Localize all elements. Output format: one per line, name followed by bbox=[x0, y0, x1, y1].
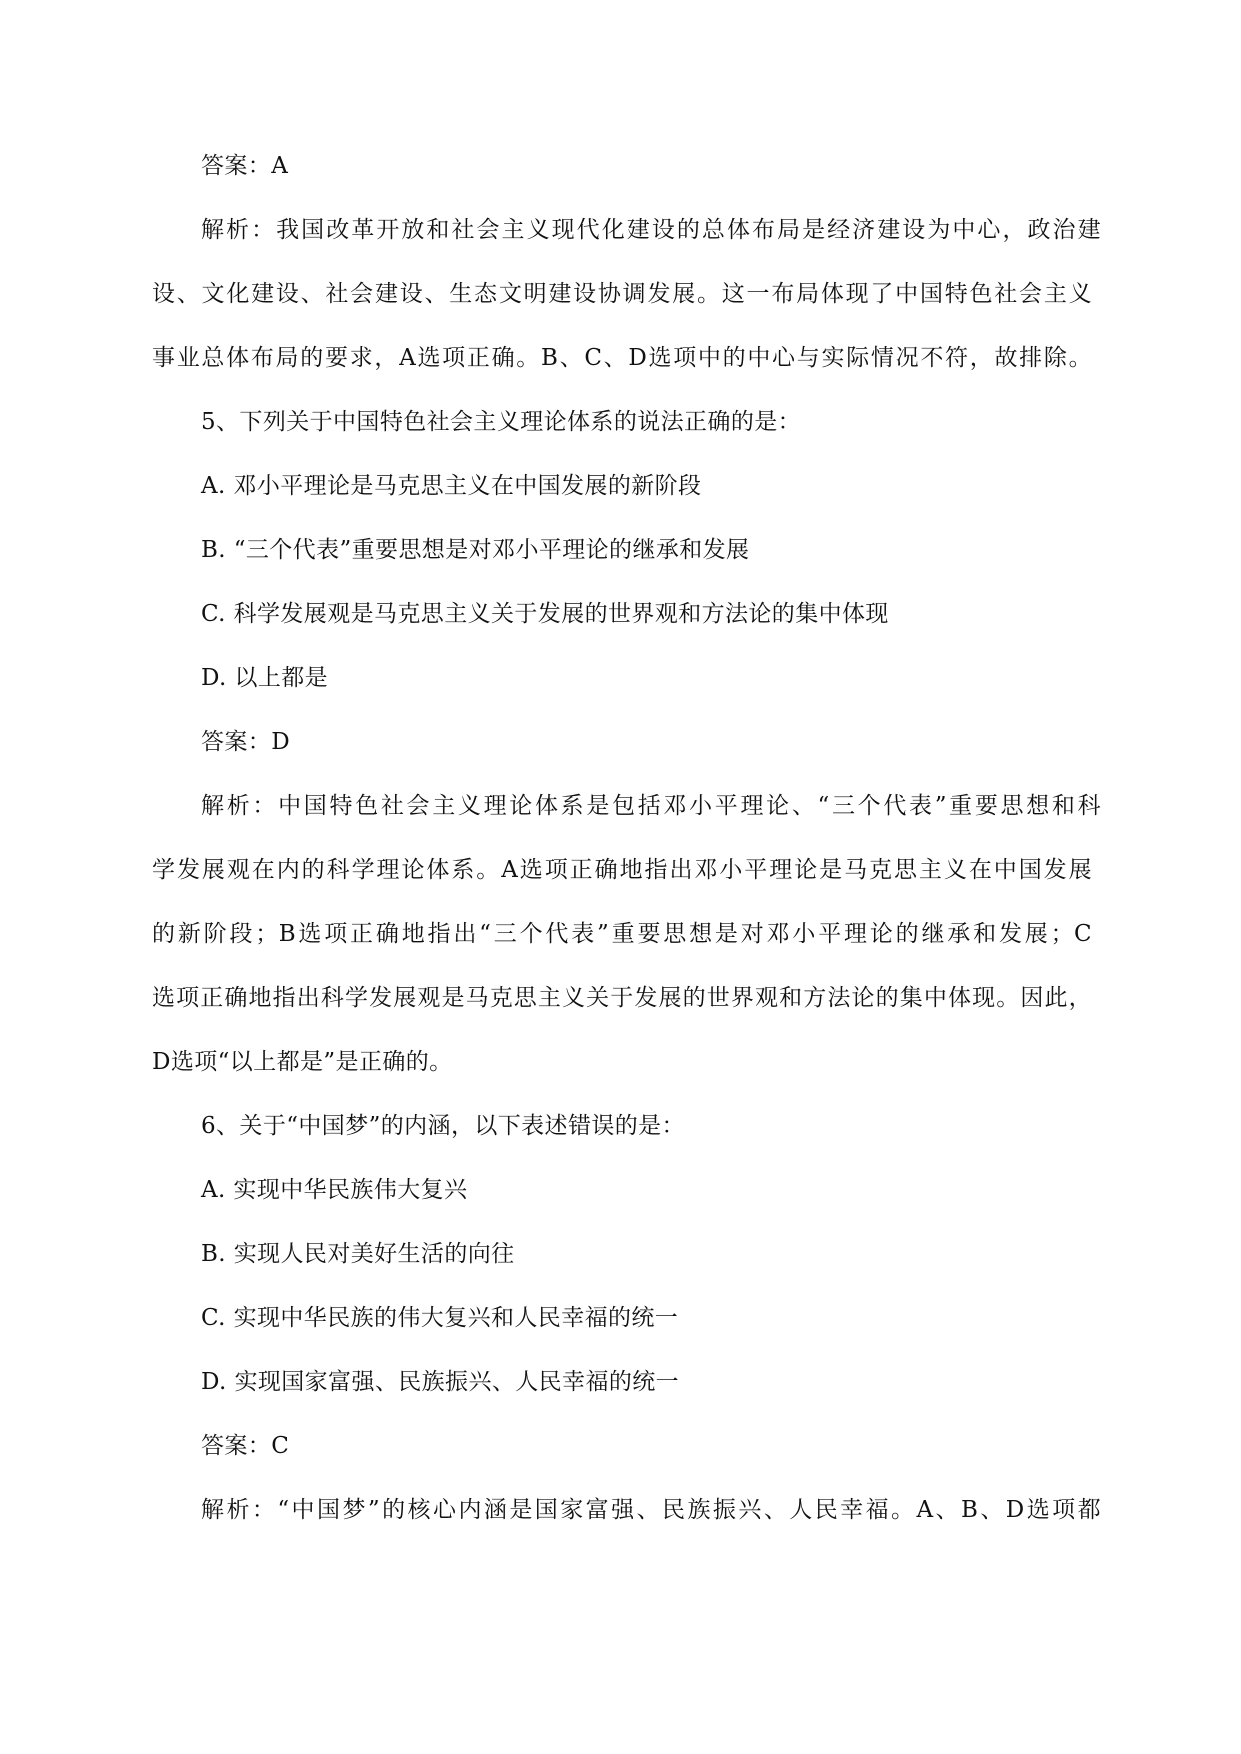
question-6: 6、关于“中国梦”的内涵，以下表述错误的是： bbox=[201, 1113, 685, 1139]
analysis-q5-line-4: 选项正确地指出科学发展观是马克思主义关于发展的世界观和方法论的集中体现。因此， bbox=[152, 985, 1092, 1011]
q6-option-b: B. 实现人民对美好生活的向往 bbox=[201, 1241, 515, 1267]
answer-q6: 答案：C bbox=[201, 1433, 290, 1459]
q5-option-c: C. 科学发展观是马克思主义关于发展的世界观和方法论的集中体现 bbox=[201, 601, 889, 627]
answer-q5: 答案：D bbox=[201, 729, 291, 755]
analysis-q5-line-1: 解析：中国特色社会主义理论体系是包括邓小平理论、“三个代表”重要思想和科 bbox=[201, 793, 1101, 819]
answer-q4: 答案：A bbox=[201, 153, 289, 179]
question-5: 5、下列关于中国特色社会主义理论体系的说法正确的是： bbox=[201, 409, 802, 435]
analysis-q4-line-3: 事业总体布局的要求，A选项正确。B、C、D选项中的中心与实际情况不符，故排除。 bbox=[152, 345, 1092, 371]
q5-option-a: A. 邓小平理论是马克思主义在中国发展的新阶段 bbox=[201, 473, 702, 499]
analysis-q5-line-5: D选项“以上都是”是正确的。 bbox=[152, 1049, 453, 1075]
analysis-q5-line-2: 学发展观在内的科学理论体系。A选项正确地指出邓小平理论是马克思主义在中国发展 bbox=[152, 857, 1092, 883]
analysis-q6-line-1: 解析：“中国梦”的核心内涵是国家富强、民族振兴、人民幸福。A、B、D选项都 bbox=[201, 1497, 1101, 1523]
q5-option-d: D. 以上都是 bbox=[201, 665, 329, 691]
analysis-q5-line-3: 的新阶段；B选项正确地指出“三个代表”重要思想是对邓小平理论的继承和发展；C bbox=[152, 921, 1092, 947]
q5-option-b: B. “三个代表”重要思想是对邓小平理论的继承和发展 bbox=[201, 537, 750, 563]
q6-option-a: A. 实现中华民族伟大复兴 bbox=[201, 1177, 468, 1203]
q6-option-d: D. 实现国家富强、民族振兴、人民幸福的统一 bbox=[201, 1369, 680, 1395]
analysis-q4-line-2: 设、文化建设、社会建设、生态文明建设协调发展。这一布局体现了中国特色社会主义 bbox=[152, 281, 1092, 307]
q6-option-c: C. 实现中华民族的伟大复兴和人民幸福的统一 bbox=[201, 1305, 679, 1331]
analysis-q4-line-1: 解析：我国改革开放和社会主义现代化建设的总体布局是经济建设为中心，政治建 bbox=[201, 217, 1101, 243]
